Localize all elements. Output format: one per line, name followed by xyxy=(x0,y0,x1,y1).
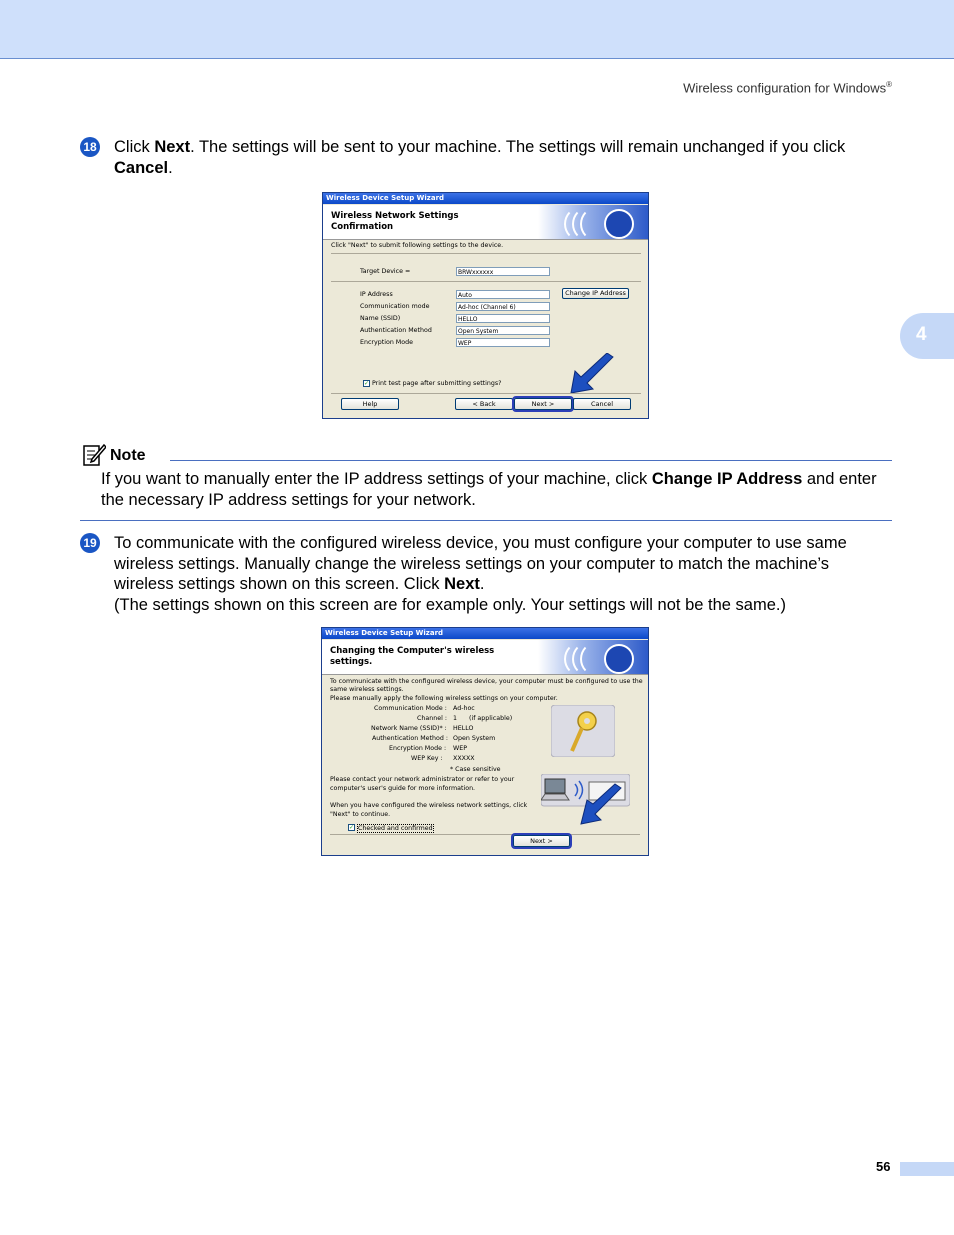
dialog-instruction: Click "Next" to submit following settings to the device. xyxy=(331,242,504,249)
next-button[interactable]: Next > xyxy=(514,398,572,410)
if-applicable: (if applicable) xyxy=(469,715,513,722)
settings-label: Name (SSID) xyxy=(360,315,401,322)
settings-label: WEP Key : xyxy=(411,755,443,762)
wifi-logo-icon xyxy=(538,640,648,674)
settings-value: Ad-hoc xyxy=(453,705,475,712)
dialog-banner xyxy=(322,640,648,675)
settings-label: Authentication Method xyxy=(360,327,432,334)
settings-value: Ad-hoc (Channel 6) xyxy=(456,302,550,311)
checked-and-confirmed-checkbox[interactable]: ✓ xyxy=(349,824,355,831)
divider xyxy=(331,253,641,254)
settings-value: HELLO xyxy=(456,314,550,323)
target-device-field: BRWxxxxxx xyxy=(456,267,550,276)
back-button[interactable]: < Back xyxy=(455,398,513,410)
footer-bar xyxy=(900,1162,954,1176)
step-18-text: Click Next. The settings will be sent to your machine. The settings will remain unchanged if you click Cancel. xyxy=(114,138,846,177)
banner-title: Changing the Computer's wireless settings. xyxy=(330,646,495,667)
settings-value: 1 xyxy=(453,715,458,722)
note-label: Note xyxy=(110,447,146,464)
print-test-page-label: Print test page after submitting settings? xyxy=(372,380,502,387)
settings-label: Encryption Mode xyxy=(360,339,413,346)
intro-line: same wireless settings. xyxy=(330,686,404,693)
dialog-titlebar: Wireless Device Setup Wizard xyxy=(322,628,648,639)
intro-line: To communicate with the configured wireless device, your computer must be configured to use the xyxy=(330,678,643,685)
settings-value: HELLO xyxy=(453,725,474,732)
arrow-pointer-icon xyxy=(569,353,617,395)
settings-value: Open System xyxy=(456,326,550,335)
contact-line: computer's user's guide for more information. xyxy=(330,785,476,792)
cancel-button[interactable]: Cancel xyxy=(573,398,631,410)
settings-value: WEP xyxy=(456,338,550,347)
divider xyxy=(331,281,641,282)
target-device-label: Target Device = xyxy=(360,268,411,275)
step-number-19: 19 xyxy=(80,533,100,553)
when-line: When you have configured the wireless network settings, click xyxy=(330,802,528,809)
print-test-page-checkbox[interactable]: ✓ xyxy=(364,380,370,387)
dialog-titlebar: Wireless Device Setup Wizard xyxy=(323,193,648,204)
change-ip-address-button[interactable]: Change IP Address xyxy=(562,288,629,299)
settings-value: Auto xyxy=(456,290,550,299)
when-line: "Next" to continue. xyxy=(330,811,391,818)
key-icon xyxy=(551,705,615,757)
wizard-dialog-confirmation xyxy=(322,192,649,419)
settings-value: WEP xyxy=(453,745,468,752)
divider xyxy=(330,834,640,835)
header-title: Wireless configuration for Windows® xyxy=(683,80,892,96)
note-divider-bottom xyxy=(80,520,892,521)
laptop-printer-icon xyxy=(541,774,630,830)
step-number-18: 18 xyxy=(80,137,100,157)
settings-label: Communication mode xyxy=(360,303,430,310)
page-number: 56 xyxy=(876,1159,891,1174)
note-pencil-icon xyxy=(82,443,106,467)
settings-label: Network Name (SSID)* : xyxy=(371,725,447,732)
divider xyxy=(331,393,641,394)
settings-label: Channel : xyxy=(417,715,447,722)
settings-label: IP Address xyxy=(360,291,393,298)
dialog-banner xyxy=(323,205,648,240)
settings-label: Communication Mode : xyxy=(374,705,447,712)
settings-label: Authentication Method : xyxy=(372,735,448,742)
chapter-tab[interactable]: 4 xyxy=(900,313,954,359)
banner-title: Wireless Network Settings Confirmation xyxy=(331,211,459,232)
help-button[interactable]: Help xyxy=(341,398,399,410)
step-19-text: To communicate with the configured wireless device, you must configure your computer to use same wireless settings. Manually change the wireless settings on your computer to match the machine’s wireless settings shown on this screen. Click Next. (The settings shown on this screen are for example only. Your settings will not be the same.) xyxy=(114,534,847,614)
contact-line: Please contact your network administrator or refer to your xyxy=(330,776,515,783)
settings-value: XXXXX xyxy=(453,755,475,762)
settings-label: Encryption Mode : xyxy=(389,745,447,752)
note-text: If you want to manually enter the IP address settings of your machine, click Change IP Address and enter the necessary IP address settings for your network. xyxy=(101,470,877,509)
next-button[interactable]: Next > xyxy=(513,835,570,847)
wifi-logo-icon xyxy=(538,205,648,239)
settings-value: Open System xyxy=(453,735,496,742)
top-band xyxy=(0,0,954,59)
wizard-dialog-computer-settings xyxy=(321,627,649,856)
note-divider-top xyxy=(170,460,892,461)
checked-and-confirmed-label: Checked and confirmed xyxy=(358,825,433,832)
case-sensitive-note: * Case sensitive xyxy=(450,766,501,773)
intro-line: Please manually apply the following wireless settings on your computer. xyxy=(330,695,558,702)
